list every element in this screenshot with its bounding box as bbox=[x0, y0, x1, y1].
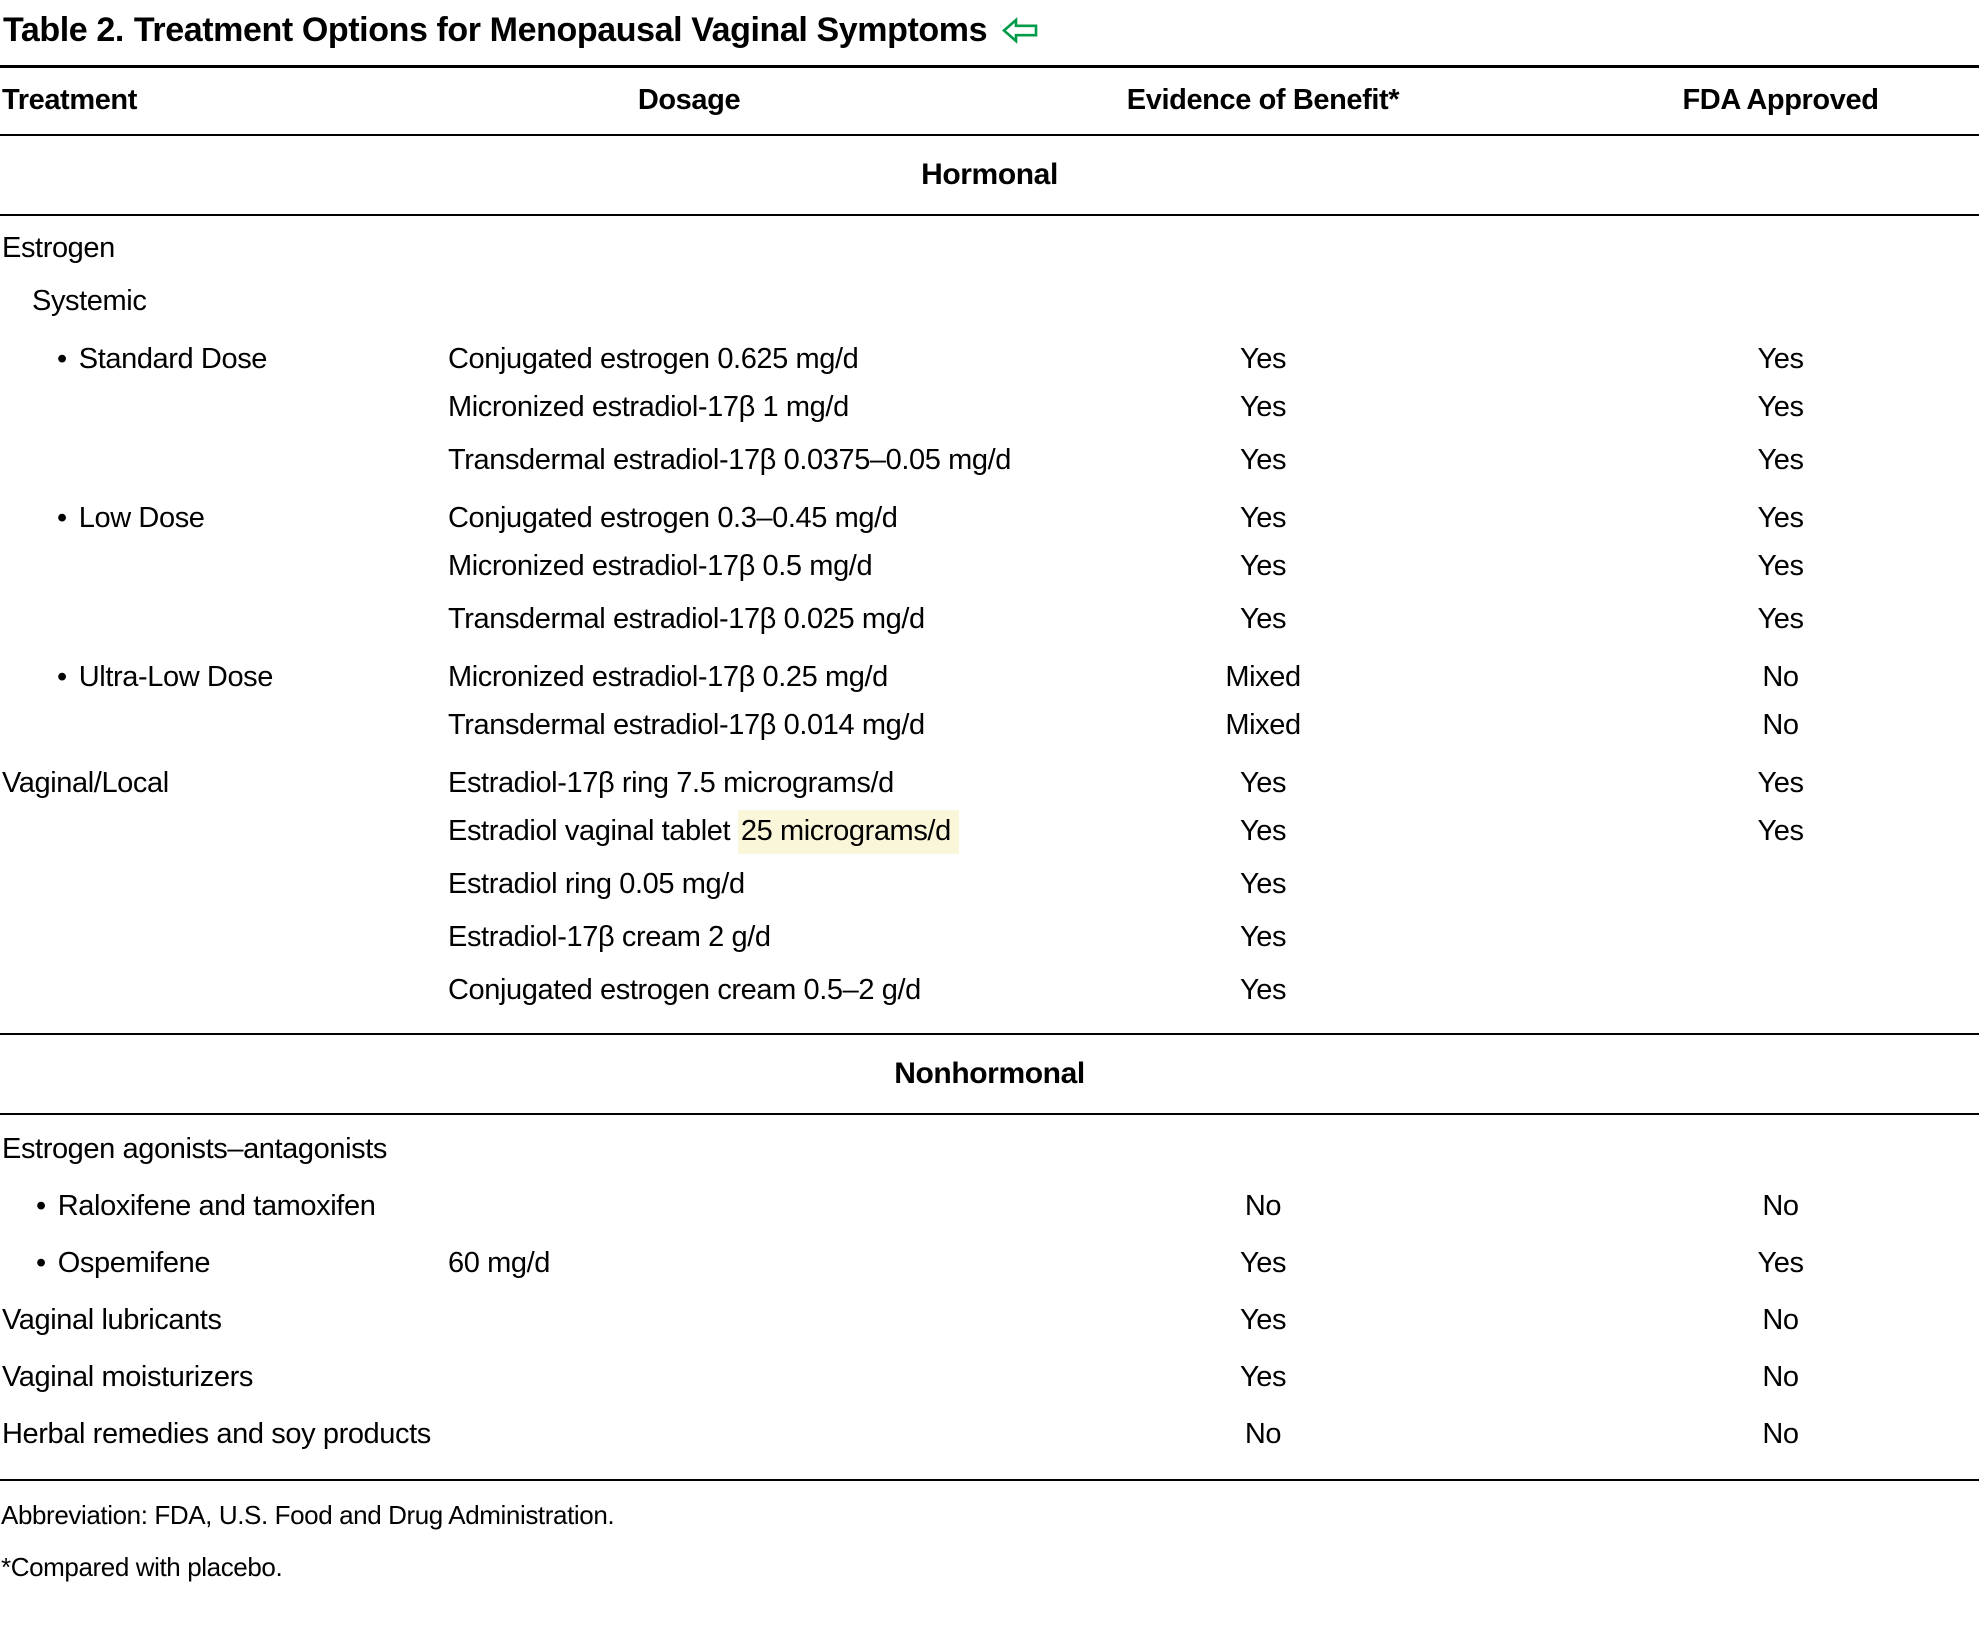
dosage-cell bbox=[448, 974, 1008, 1007]
fda-cell: Yes bbox=[1757, 602, 1804, 635]
table-row bbox=[0, 1406, 1979, 1463]
section-rows bbox=[0, 216, 1979, 1033]
dosage-text: Micronized estradiol-17β 0.25 mg/d bbox=[448, 661, 888, 694]
dosage-text: Conjugated estrogen 0.625 mg/d bbox=[448, 343, 859, 376]
table-row bbox=[0, 593, 1979, 646]
evidence-cell: Mixed bbox=[1225, 708, 1301, 741]
dosage-highlighted-text: 25 micrograms/d bbox=[738, 810, 959, 854]
fda-cell: No bbox=[1762, 1303, 1799, 1336]
table-row bbox=[0, 805, 1979, 858]
dosage-text: Estradiol ring 0.05 mg/d bbox=[448, 867, 745, 900]
dosage-cell bbox=[448, 921, 1008, 954]
column-header-fda: FDA Approved bbox=[1682, 84, 1879, 117]
dosage-text: Estradiol-17β cream 2 g/d bbox=[448, 920, 771, 953]
footnotes bbox=[0, 1481, 1979, 1591]
treatment-label: Systemic bbox=[32, 284, 147, 317]
column-header-dosage: Dosage bbox=[637, 84, 741, 117]
treatment-label: Ospemifene bbox=[57, 1246, 211, 1279]
treatment-label: Estrogen bbox=[2, 231, 115, 264]
section-header bbox=[0, 1033, 1979, 1115]
treatment-label: Standard Dose bbox=[78, 343, 268, 376]
table-row bbox=[0, 381, 1979, 434]
bullet-icon: • bbox=[57, 343, 67, 376]
treatment-label: Herbal remedies and soy products bbox=[2, 1417, 431, 1450]
dosage-cell bbox=[448, 815, 1008, 848]
treatment-cell bbox=[0, 232, 448, 265]
bullet-icon: • bbox=[57, 661, 67, 694]
return-to-text-arrow-icon[interactable] bbox=[1001, 17, 1039, 44]
dosage-text: 60 mg/d bbox=[448, 1246, 550, 1279]
table-row bbox=[0, 858, 1979, 911]
evidence-cell: Yes bbox=[1239, 1246, 1287, 1279]
treatment-cell bbox=[0, 1247, 448, 1280]
fda-cell: Yes bbox=[1757, 767, 1804, 800]
table-row bbox=[0, 964, 1979, 1017]
treatment-cell bbox=[0, 767, 448, 800]
dosage-cell bbox=[448, 502, 1008, 535]
dosage-text: Conjugated estrogen 0.3–0.45 mg/d bbox=[448, 502, 898, 535]
bullet-icon: • bbox=[57, 502, 67, 535]
treatment-cell bbox=[0, 285, 448, 318]
fda-cell: Yes bbox=[1757, 502, 1804, 535]
evidence-cell: Yes bbox=[1239, 1360, 1287, 1393]
table-row bbox=[0, 328, 1979, 381]
table-row bbox=[0, 275, 1979, 328]
table-row bbox=[0, 752, 1979, 805]
dosage-cell bbox=[448, 343, 1008, 376]
fda-cell: Yes bbox=[1757, 814, 1804, 847]
evidence-cell: No bbox=[1244, 1417, 1282, 1450]
table-row bbox=[0, 434, 1979, 487]
dosage-cell bbox=[448, 767, 1008, 800]
section-header bbox=[0, 134, 1979, 216]
evidence-cell: Yes bbox=[1239, 1303, 1287, 1336]
treatment-cell bbox=[0, 1361, 448, 1394]
fda-cell: Yes bbox=[1757, 1246, 1804, 1279]
evidence-cell: Yes bbox=[1239, 602, 1287, 635]
table-number: Table 2. bbox=[3, 11, 124, 49]
fda-cell: No bbox=[1762, 1417, 1799, 1450]
dosage-text: Conjugated estrogen cream 0.5–2 g/d bbox=[448, 973, 921, 1006]
evidence-cell: Yes bbox=[1239, 502, 1287, 535]
treatment-label: Low Dose bbox=[78, 502, 205, 535]
treatment-label: Ultra-Low Dose bbox=[78, 661, 274, 694]
treatment-cell bbox=[0, 1190, 448, 1223]
treatment-label: Vaginal/Local bbox=[2, 767, 169, 800]
table-row bbox=[0, 1292, 1979, 1349]
treatment-cell bbox=[0, 502, 448, 535]
table-row bbox=[0, 646, 1979, 699]
dosage-cell bbox=[448, 550, 1008, 583]
section-header-label: Hormonal bbox=[921, 157, 1058, 191]
fda-cell: No bbox=[1762, 1360, 1799, 1393]
dosage-text: Transdermal estradiol-17β 0.025 mg/d bbox=[448, 602, 925, 635]
fda-cell: No bbox=[1762, 708, 1799, 741]
table-row bbox=[0, 1349, 1979, 1406]
fda-cell: Yes bbox=[1757, 343, 1804, 376]
fda-cell: No bbox=[1762, 661, 1799, 694]
treatment-cell bbox=[0, 1133, 448, 1166]
dosage-cell bbox=[448, 868, 1008, 901]
evidence-cell: Yes bbox=[1239, 443, 1287, 476]
dosage-text: Estradiol vaginal tablet bbox=[448, 814, 738, 847]
treatment-cell bbox=[0, 343, 448, 376]
treatment-label: Vaginal moisturizers bbox=[2, 1360, 253, 1393]
evidence-cell: Yes bbox=[1239, 390, 1287, 423]
fda-cell: Yes bbox=[1757, 549, 1804, 582]
table-row bbox=[0, 487, 1979, 540]
evidence-cell: No bbox=[1244, 1189, 1282, 1222]
evidence-cell: Yes bbox=[1239, 549, 1287, 582]
table-row bbox=[0, 911, 1979, 964]
column-header-treatment: Treatment bbox=[2, 84, 137, 117]
treatment-label: Vaginal lubricants bbox=[2, 1303, 222, 1336]
table-row bbox=[0, 1121, 1979, 1178]
section-rows bbox=[0, 1115, 1979, 1479]
dosage-cell bbox=[448, 391, 1008, 424]
fda-cell: Yes bbox=[1757, 443, 1804, 476]
evidence-cell: Yes bbox=[1239, 973, 1287, 1006]
dosage-text: Micronized estradiol-17β 1 mg/d bbox=[448, 390, 849, 423]
treatment-label: Estrogen agonists–antagonists bbox=[2, 1132, 387, 1165]
table-body bbox=[0, 134, 1979, 1479]
treatment-label: Raloxifene and tamoxifen bbox=[57, 1189, 376, 1222]
dosage-cell bbox=[448, 661, 1008, 694]
column-header-evidence: Evidence of Benefit* bbox=[1126, 84, 1400, 117]
dosage-cell bbox=[448, 1247, 1008, 1280]
bullet-icon: • bbox=[36, 1246, 46, 1279]
abbreviation-note: Abbreviation: FDA, U.S. Food and Drug Administration. bbox=[1, 1499, 615, 1530]
bullet-icon: • bbox=[36, 1189, 46, 1222]
table-row bbox=[0, 699, 1979, 752]
dosage-cell bbox=[448, 603, 1008, 636]
table-header-row bbox=[0, 68, 1979, 134]
evidence-cell: Yes bbox=[1239, 920, 1287, 953]
treatment-cell bbox=[0, 661, 448, 694]
table-title bbox=[0, 0, 1979, 68]
evidence-cell: Yes bbox=[1239, 343, 1287, 376]
treatment-cell bbox=[0, 1304, 448, 1337]
evidence-cell: Yes bbox=[1239, 867, 1287, 900]
section-header-label: Nonhormonal bbox=[894, 1056, 1085, 1090]
table-title-text: Treatment Options for Menopausal Vaginal Symptoms bbox=[133, 11, 988, 49]
dosage-cell bbox=[448, 709, 1008, 742]
dosage-text: Micronized estradiol-17β 0.5 mg/d bbox=[448, 549, 873, 582]
table-row bbox=[0, 222, 1979, 275]
treatment-cell bbox=[0, 1418, 448, 1451]
evidence-cell: Yes bbox=[1239, 767, 1287, 800]
table-row bbox=[0, 540, 1979, 593]
dosage-text: Estradiol-17β ring 7.5 micrograms/d bbox=[448, 767, 894, 800]
fda-cell: Yes bbox=[1757, 390, 1804, 423]
dosage-text: Transdermal estradiol-17β 0.014 mg/d bbox=[448, 708, 925, 741]
dosage-text: Transdermal estradiol-17β 0.0375–0.05 mg/d bbox=[448, 443, 1012, 476]
dosage-cell bbox=[448, 443, 1012, 477]
fda-cell: No bbox=[1762, 1189, 1799, 1222]
evidence-cell: Mixed bbox=[1225, 661, 1301, 694]
evidence-cell: Yes bbox=[1239, 814, 1287, 847]
table-row bbox=[0, 1235, 1979, 1292]
table-row bbox=[0, 1178, 1979, 1235]
asterisk-note: *Compared with placebo. bbox=[1, 1551, 283, 1582]
